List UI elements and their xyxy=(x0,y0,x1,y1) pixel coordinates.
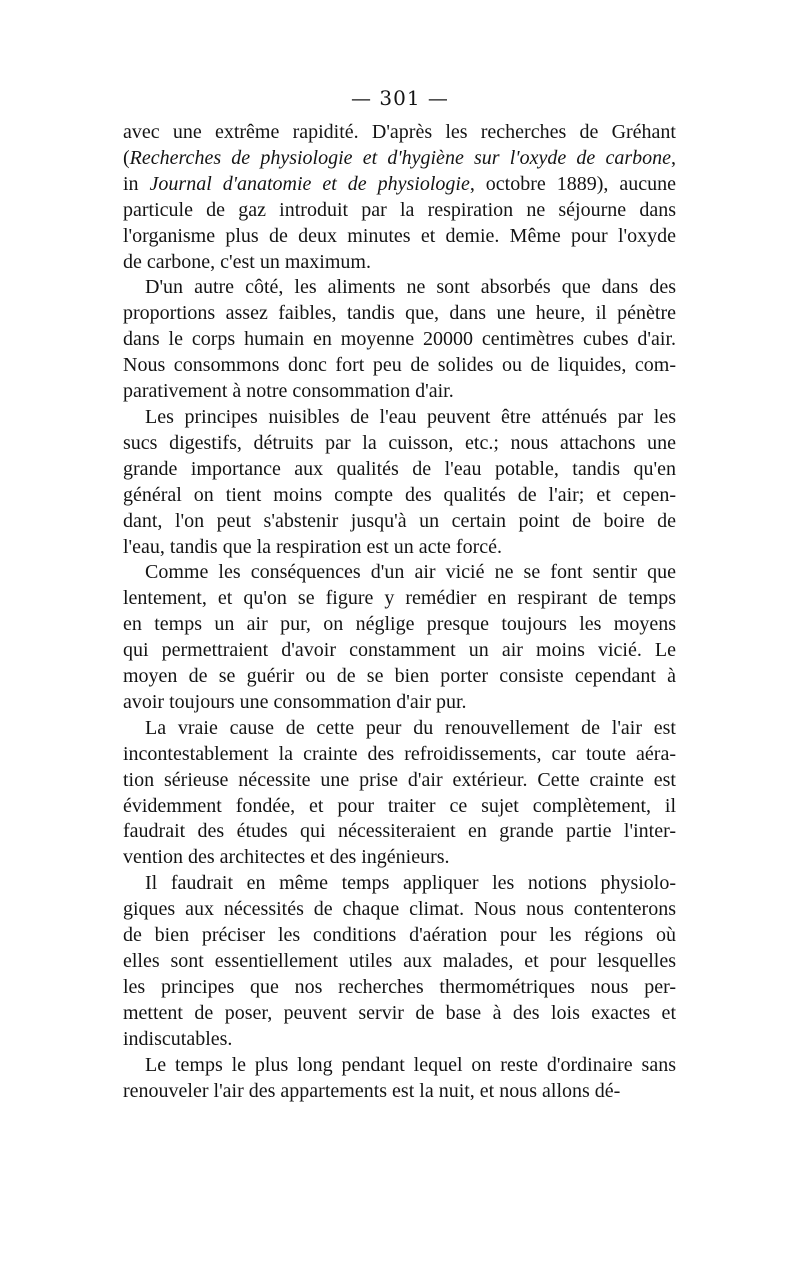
text-line: dans le corps humain en moyenne 20000 centimètres cubes d'air. xyxy=(123,328,676,351)
text-line: elles sont essentiellement utiles aux malades, et pour lesquelles xyxy=(123,950,676,972)
text-line: Comme les conséquences d'un air vicié ne se font sentir que xyxy=(145,561,676,584)
text-line: qui permettraient d'avoir constamment un air moins vicié. Le xyxy=(123,639,676,662)
text-line: avoir toujours une consommation d'air pur. xyxy=(123,690,467,713)
text-line: Nous consommons donc fort peu de solides ou de liquides, com- xyxy=(123,354,676,377)
page-number: — 301 — xyxy=(351,86,449,110)
text-line: indiscutables. xyxy=(123,1027,233,1050)
text-line: l'organisme plus de deux minutes et demie. Même pour l'oxyde xyxy=(123,224,676,247)
text-line: proportions assez faibles, tandis que, dans une heure, il pénètre xyxy=(123,302,676,325)
text-line: de bien préciser les conditions d'aération pour les régions où xyxy=(123,924,676,947)
text-line: moyen de se guérir ou de se bien porter consiste cependant à xyxy=(123,665,676,688)
paragraph xyxy=(123,120,676,275)
text-line: parativement à notre consommation d'air. xyxy=(123,380,454,403)
text-line: grande importance aux qualités de l'eau potable, tandis qu'en xyxy=(123,457,676,480)
paragraph xyxy=(123,716,676,871)
text-line: l'eau, tandis que la respiration est un acte forcé. xyxy=(123,535,503,558)
text-line: les principes que nos recherches thermométriques nous per- xyxy=(123,975,676,998)
text-line: D'un autre côté, les aliments ne sont absorbés que dans des xyxy=(145,276,676,299)
text-line: dant, l'on peut s'abstenir jusqu'à un certain point de boire de xyxy=(123,509,676,532)
paragraph xyxy=(123,871,676,1052)
text-line: giques aux nécessités de chaque climat. Nous nous contenterons xyxy=(123,898,676,921)
text-line: La vraie cause de cette peur du renouvellement de l'air est xyxy=(145,716,676,739)
text-line: tion sérieuse nécessite une prise d'air extérieur. Cette crainte est xyxy=(123,768,676,791)
text-line: renouveler l'air des appartements est la nuit, et nous allons dé- xyxy=(123,1079,621,1102)
paragraph xyxy=(123,1053,676,1105)
text-line: incontestablement la crainte des refroidissements, car toute aéra- xyxy=(123,742,676,765)
text-line: en temps un air pur, on néglige presque toujours les moyens xyxy=(123,613,676,636)
text-line: particule de gaz introduit par la respiration ne séjourne dans xyxy=(123,198,676,221)
text-line: général on tient moins compte des qualités de l'air; et cepen- xyxy=(123,483,676,506)
text-line: Les principes nuisibles de l'eau peuvent être atténués par les xyxy=(145,405,676,428)
text-line: (Recherches de physiologie et d'hygiène sur l'oxyde de carbone, xyxy=(123,146,676,169)
text-line: faudrait des études qui nécessiteraient en grande partie l'inter- xyxy=(123,820,676,843)
text-line: sucs digestifs, détruits par la cuisson, etc.; nous attachons une xyxy=(123,431,676,454)
paragraph xyxy=(123,275,676,405)
text-line: Le temps le plus long pendant lequel on reste d'ordinaire sans xyxy=(145,1053,676,1076)
text-line: avec une extrême rapidité. D'après les recherches de Gréhant xyxy=(123,121,676,143)
text-line: vention des architectes et des ingénieurs. xyxy=(123,846,450,869)
text-line: mettent de poser, peuvent servir de base à des lois exactes et xyxy=(123,1001,676,1024)
text-line: évidemment fondée, et pour traiter ce sujet complètement, il xyxy=(123,794,676,817)
text-line: de carbone, c'est un maximum. xyxy=(123,250,371,273)
text-line: lentement, et qu'on se figure y remédier en respirant de temps xyxy=(123,587,676,610)
text-line: Il faudrait en même temps appliquer les notions physiolo- xyxy=(145,872,676,895)
text-line: in Journal d'anatomie et de physiologie, octobre 1889), aucune xyxy=(123,172,676,195)
paragraph xyxy=(123,405,676,560)
paragraph xyxy=(123,560,676,715)
body-text xyxy=(123,120,676,1104)
